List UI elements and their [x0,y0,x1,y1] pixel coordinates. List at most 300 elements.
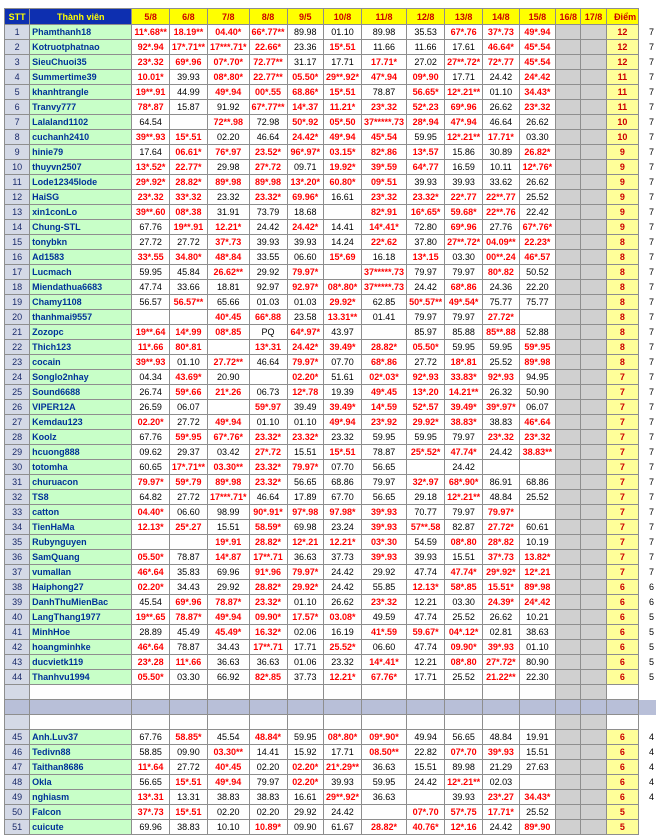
row-value-cell[interactable]: 26.59 [132,400,170,415]
row-value-cell[interactable] [556,625,581,640]
row-value-cell[interactable]: 32*.97 [407,475,445,490]
header-stt[interactable]: STT [5,9,30,25]
row-value-cell[interactable]: 59.95 [362,430,407,445]
empty-cell[interactable] [639,700,657,715]
row-value-cell[interactable]: 22.42 [519,205,555,220]
row-value-cell[interactable]: 01.10 [287,595,323,610]
row-value-cell[interactable] [519,505,555,520]
row-score[interactable]: 6 [606,775,639,790]
row-value-cell[interactable]: 02*.03* [362,370,407,385]
row-value-cell[interactable]: 39**.93 [132,355,170,370]
row-value-cell[interactable] [581,535,606,550]
row-value-cell[interactable]: 67.76 [132,220,170,235]
empty-cell[interactable] [581,715,606,730]
row-value-cell[interactable]: 27.63 [519,760,555,775]
row-value-cell[interactable]: 01.03 [249,295,287,310]
row-value-cell[interactable]: 23*.32 [362,595,407,610]
row-value-cell[interactable] [556,55,581,70]
row-value-cell[interactable]: 45.54 [207,730,249,745]
row-value-cell[interactable]: 23.32* [249,460,287,475]
row-value-cell[interactable]: 56.65 [362,460,407,475]
row-value-cell[interactable]: 01.10 [519,640,555,655]
row-value-cell[interactable]: 27**.72* [445,235,483,250]
row-value-cell[interactable]: 01.10 [287,415,323,430]
row-value-cell[interactable]: 01.10 [324,25,362,40]
row-value-cell[interactable] [407,790,445,805]
row-value-cell[interactable]: 66*.88 [249,310,287,325]
row-value-cell[interactable]: 29.92 [362,565,407,580]
row-value-cell[interactable]: 34.43 [169,580,207,595]
row-member-name[interactable]: TS8 [30,490,132,505]
row-value-cell[interactable]: 29*.92* [132,175,170,190]
header-date-2[interactable]: 7/8 [207,9,249,25]
row-value-cell[interactable]: 11.21* [324,100,362,115]
row-value-cell[interactable]: 75.77 [483,295,519,310]
row-value-cell[interactable] [581,415,606,430]
row-member-name[interactable]: Sound6688 [30,385,132,400]
row-value-cell[interactable]: 22.20 [519,280,555,295]
row-value-cell[interactable]: 68*.86 [445,280,483,295]
row-value-cell[interactable]: 37.73 [324,550,362,565]
row-stt[interactable]: 16 [5,250,30,265]
row-value-cell[interactable]: 06.07 [519,400,555,415]
row-value-cell[interactable]: 47*.94 [362,70,407,85]
row-member-name[interactable]: Tedivn88 [30,745,132,760]
row-value-cell[interactable]: 78.87 [362,445,407,460]
row-value-cell[interactable]: 17.71* [483,805,519,820]
row-member-name[interactable]: SamQuang [30,550,132,565]
row-value-cell[interactable]: 24.42 [483,70,519,85]
row-value-cell[interactable]: 39.93 [445,790,483,805]
row-value-cell[interactable]: 89*.98 [249,175,287,190]
row-value-cell[interactable]: 13*.31 [132,790,170,805]
row-score[interactable]: 5 [606,805,639,820]
row-value-cell[interactable]: 92*.93 [483,370,519,385]
row-value-cell[interactable] [581,160,606,175]
row-value-cell[interactable]: 97*.98 [287,505,323,520]
empty-cell[interactable] [249,685,287,700]
row-value-cell[interactable]: 24.42 [483,445,519,460]
row-value-cell[interactable]: 26.62 [483,610,519,625]
row-value-cell[interactable]: 01.10 [249,415,287,430]
row-score[interactable]: 12 [606,55,639,70]
row-value-cell[interactable]: 23.32 [207,190,249,205]
row-value-cell[interactable]: 17.57* [287,610,323,625]
row-value-cell[interactable]: 07*.70 [407,805,445,820]
row-value-cell[interactable]: 08*.80 [445,655,483,670]
row-member-name[interactable]: Kemdau123 [30,415,132,430]
row-value-cell[interactable]: 66.92 [207,670,249,685]
row-value-cell[interactable] [581,175,606,190]
row-value-cell[interactable] [519,775,555,790]
row-value-cell[interactable]: 69.96 [207,565,249,580]
row-value-cell[interactable]: 76*.97 [207,145,249,160]
row-value-cell[interactable]: 23*.27 [483,790,519,805]
empty-cell[interactable] [362,715,407,730]
row-value-cell[interactable]: 92*.94 [132,40,170,55]
row-value-cell[interactable]: 27.72 [169,490,207,505]
row-value-cell[interactable]: 49.59 [362,610,407,625]
row-value-cell[interactable]: 85.88 [445,325,483,340]
row-value-cell[interactable]: PQ [249,325,287,340]
row-value-cell[interactable] [556,175,581,190]
row-value-cell[interactable]: 23*.28 [132,655,170,670]
row-score[interactable]: 8 [606,295,639,310]
row-value-cell[interactable] [407,460,445,475]
row-value-cell[interactable]: 79.97 [445,265,483,280]
row-score[interactable]: 9 [606,145,639,160]
row-value-cell[interactable]: 06.07 [169,400,207,415]
row-value-cell[interactable]: 49*.94 [207,610,249,625]
row-value-cell[interactable]: 17.71* [362,55,407,70]
row-stt[interactable]: 20 [5,310,30,325]
row-value-cell[interactable]: 12.13* [132,520,170,535]
row-value-cell[interactable]: 24.42* [287,130,323,145]
row-value-cell[interactable]: 79.97 [362,475,407,490]
row-value-cell[interactable] [581,580,606,595]
empty-cell[interactable] [519,685,555,700]
empty-cell[interactable] [581,700,606,715]
row-value-cell[interactable] [556,535,581,550]
row-value-cell[interactable] [556,205,581,220]
row-value-cell[interactable]: 29.92* [287,580,323,595]
row-stt[interactable]: 28 [5,430,30,445]
row-value-cell[interactable]: 38.83 [249,790,287,805]
row-member-name[interactable]: SieuChuoi35 [30,55,132,70]
row-value-cell[interactable]: 27.72* [483,310,519,325]
row-value-cell[interactable]: 36.63 [249,655,287,670]
row-value-cell[interactable]: 24.42 [407,280,445,295]
row-value-cell[interactable]: 36.63 [207,655,249,670]
empty-cell[interactable] [519,700,555,715]
row-score[interactable]: 7 [606,445,639,460]
row-value-cell[interactable] [581,70,606,85]
row-score[interactable]: 8 [606,340,639,355]
row-value-cell[interactable]: 67.76 [132,730,170,745]
row-value-cell[interactable] [556,490,581,505]
row-value-cell[interactable]: 08*.80 [445,535,483,550]
row-value-cell[interactable]: 29.92 [287,805,323,820]
row-value-cell[interactable]: 02.20* [132,415,170,430]
row-value-cell[interactable]: 80*.82 [483,265,519,280]
row-value-cell[interactable]: 29.92 [207,580,249,595]
row-score[interactable]: 6 [606,655,639,670]
row-value-cell[interactable]: 67*.76* [519,220,555,235]
row-value-cell[interactable]: 57*.75 [445,805,483,820]
row-value-cell[interactable] [362,325,407,340]
row-value-cell[interactable]: 05.50* [132,670,170,685]
row-value-cell[interactable]: 16*.65* [407,205,445,220]
row-member-name[interactable]: cuchanh2410 [30,130,132,145]
row-value-cell[interactable]: 12.21* [324,535,362,550]
row-value-cell[interactable]: 27.02 [407,55,445,70]
row-value-cell[interactable] [581,775,606,790]
row-value-cell[interactable]: 00*.55 [249,85,287,100]
row-value-cell[interactable]: 25.52 [445,670,483,685]
row-value-cell[interactable]: 15.51 [207,520,249,535]
row-value-cell[interactable]: 04.09** [483,235,519,250]
row-value-cell[interactable]: 15.51 [407,760,445,775]
row-value-cell[interactable]: 22.30 [519,670,555,685]
empty-cell[interactable] [324,715,362,730]
row-value-cell[interactable]: 46.64 [249,490,287,505]
empty-cell[interactable] [324,700,362,715]
row-stt[interactable]: 17 [5,265,30,280]
row-value-cell[interactable]: 85**.88 [483,325,519,340]
row-member-name[interactable]: Chung-STL [30,220,132,235]
row-value-cell[interactable]: 78.87 [362,85,407,100]
row-value-cell[interactable]: 19.39 [324,385,362,400]
row-value-cell[interactable]: 33.66 [169,280,207,295]
row-value-cell[interactable]: 14.21** [445,385,483,400]
row-value-cell[interactable] [556,775,581,790]
row-value-cell[interactable]: 02.03 [483,775,519,790]
row-value-cell[interactable]: 89*.98 [207,475,249,490]
row-score[interactable]: 8 [606,310,639,325]
row-stt[interactable]: 19 [5,295,30,310]
row-value-cell[interactable]: 68.86 [324,475,362,490]
row-value-cell[interactable]: 05.50* [287,70,323,85]
row-value-cell[interactable] [581,505,606,520]
row-value-cell[interactable]: 27.72 [169,235,207,250]
row-value-cell[interactable]: 25.52 [519,190,555,205]
row-value-cell[interactable]: 39**.60 [132,205,170,220]
row-score[interactable]: 9 [606,160,639,175]
row-member-name[interactable]: Kotruotphatnao [30,40,132,55]
row-stt[interactable]: 50 [5,805,30,820]
row-stt[interactable]: 42 [5,640,30,655]
row-value-cell[interactable]: 09.71 [287,160,323,175]
empty-cell[interactable] [169,685,207,700]
row-value-cell[interactable]: 04.34 [132,370,170,385]
row-value-cell[interactable]: 15.86 [445,145,483,160]
row-value-cell[interactable]: 22.23* [519,235,555,250]
row-value-cell[interactable]: 59.67* [407,625,445,640]
row-value-cell[interactable]: 39.93 [324,775,362,790]
row-value-cell[interactable] [556,565,581,580]
row-value-cell[interactable]: 23*.32 [362,100,407,115]
row-value-cell[interactable] [581,520,606,535]
row-value-cell[interactable]: 16.61 [287,790,323,805]
row-value-cell[interactable]: 65.66 [207,295,249,310]
row-value-cell[interactable]: 69*.96 [169,55,207,70]
row-value-cell[interactable]: 03.30 [445,250,483,265]
row-value-cell[interactable]: 10.19 [519,535,555,550]
row-value-cell[interactable]: 22.77* [169,160,207,175]
row-stt[interactable]: 9 [5,145,30,160]
row-value-cell[interactable] [581,325,606,340]
row-member-name[interactable]: thanhmai9557 [30,310,132,325]
row-value-cell[interactable]: 91*.96 [249,565,287,580]
row-value-cell[interactable]: 20.90 [207,370,249,385]
row-value-cell[interactable] [581,190,606,205]
row-value-cell[interactable]: 37*****.73 [362,280,407,295]
row-member-name[interactable]: Summertime39 [30,70,132,85]
row-value-cell[interactable]: 59.95 [445,340,483,355]
header-date-1[interactable]: 6/8 [169,9,207,25]
row-score[interactable]: 9 [606,190,639,205]
row-value-cell[interactable]: 33.55 [249,250,287,265]
row-member-name[interactable]: MinhHoe [30,625,132,640]
row-value-cell[interactable]: 01.06 [287,655,323,670]
row-value-cell[interactable]: 56.57** [169,295,207,310]
row-value-cell[interactable]: 26.62** [207,265,249,280]
row-value-cell[interactable]: 01.10 [169,355,207,370]
empty-cell[interactable] [483,715,519,730]
row-value-cell[interactable] [581,205,606,220]
row-value-cell[interactable]: 34.80* [169,250,207,265]
row-stt[interactable]: 36 [5,550,30,565]
row-value-cell[interactable]: 39.93 [445,175,483,190]
row-value-cell[interactable] [556,580,581,595]
row-value-cell[interactable]: 64.54 [132,115,170,130]
row-value-cell[interactable]: 80*.81 [169,340,207,355]
row-score[interactable]: 7 [606,505,639,520]
row-value-cell[interactable]: 15*.69 [324,250,362,265]
row-stt[interactable]: 32 [5,490,30,505]
empty-cell[interactable] [445,685,483,700]
row-value-cell[interactable]: 27*.72 [249,160,287,175]
row-score[interactable]: 7 [606,490,639,505]
row-value-cell[interactable]: 01.10 [483,85,519,100]
row-value-cell[interactable] [581,355,606,370]
row-score[interactable]: 10 [606,115,639,130]
row-stt[interactable]: 12 [5,190,30,205]
row-value-cell[interactable]: 12.13* [407,580,445,595]
row-value-cell[interactable]: 37.80 [407,235,445,250]
row-stt[interactable]: 6 [5,100,30,115]
row-value-cell[interactable] [556,670,581,685]
row-stt[interactable]: 46 [5,745,30,760]
row-value-cell[interactable]: 79.97 [445,310,483,325]
row-value-cell[interactable]: 12*.21 [287,535,323,550]
row-value-cell[interactable]: 24.42 [483,820,519,835]
row-value-cell[interactable]: 60.65 [132,460,170,475]
row-value-cell[interactable]: 04*.12* [445,625,483,640]
row-value-cell[interactable] [207,400,249,415]
row-member-name[interactable]: LangThang1977 [30,610,132,625]
row-value-cell[interactable]: 62.85 [362,295,407,310]
row-value-cell[interactable]: 59*.97 [249,400,287,415]
empty-cell[interactable] [483,685,519,700]
row-value-cell[interactable]: 30.89 [483,145,519,160]
row-member-name[interactable]: Koolz [30,430,132,445]
header-date-8[interactable]: 13/8 [445,9,483,25]
empty-cell[interactable] [169,715,207,730]
row-value-cell[interactable]: 59.95 [407,430,445,445]
row-value-cell[interactable] [581,430,606,445]
row-value-cell[interactable]: 29*.92* [483,565,519,580]
row-score[interactable]: 7 [606,430,639,445]
row-value-cell[interactable]: 79.97 [407,310,445,325]
row-value-cell[interactable]: 11*.66 [169,655,207,670]
row-member-name[interactable]: Falcon [30,805,132,820]
row-value-cell[interactable]: 23*.32 [483,430,519,445]
row-value-cell[interactable]: 47.74* [445,445,483,460]
row-value-cell[interactable]: 24.42 [407,775,445,790]
row-value-cell[interactable]: 19**.91 [169,220,207,235]
row-value-cell[interactable]: 28.89 [132,625,170,640]
row-value-cell[interactable]: 80.90 [519,655,555,670]
row-stt[interactable]: 38 [5,580,30,595]
row-value-cell[interactable]: 64*.77 [407,160,445,175]
row-value-cell[interactable]: 07.70 [324,460,362,475]
row-value-cell[interactable]: 15.51 [287,445,323,460]
row-value-cell[interactable]: 12*.21** [445,85,483,100]
row-value-cell[interactable] [581,85,606,100]
header-date-6[interactable]: 11/8 [362,9,407,25]
row-stt[interactable]: 37 [5,565,30,580]
row-value-cell[interactable]: 23*.32 [519,100,555,115]
row-value-cell[interactable]: 19**.65 [132,610,170,625]
row-value-cell[interactable]: 10.89* [249,820,287,835]
row-value-cell[interactable] [556,40,581,55]
row-value-cell[interactable]: 12*.21** [445,775,483,790]
row-value-cell[interactable]: 92.97 [249,280,287,295]
row-value-cell[interactable]: 22.77** [249,70,287,85]
row-value-cell[interactable] [169,115,207,130]
row-value-cell[interactable]: 45*.54 [362,130,407,145]
row-stt[interactable]: 49 [5,790,30,805]
row-value-cell[interactable]: 90*.91* [249,505,287,520]
row-value-cell[interactable]: 59*.66 [169,385,207,400]
row-value-cell[interactable]: 56.65 [132,775,170,790]
row-value-cell[interactable]: 17***.71* [207,40,249,55]
row-value-cell[interactable] [581,550,606,565]
row-value-cell[interactable]: 72**.98 [207,115,249,130]
row-value-cell[interactable]: 22.66* [249,40,287,55]
row-value-cell[interactable]: 23*.32 [132,190,170,205]
row-value-cell[interactable]: 06.60 [362,640,407,655]
row-value-cell[interactable]: 06.61* [169,145,207,160]
row-value-cell[interactable]: 13*.31 [249,340,287,355]
header-member[interactable]: Thành viên [30,9,132,25]
empty-cell[interactable] [556,715,581,730]
row-value-cell[interactable] [556,475,581,490]
empty-cell[interactable] [483,700,519,715]
row-value-cell[interactable]: 75.77 [519,295,555,310]
row-member-name[interactable]: Taithan8686 [30,760,132,775]
row-value-cell[interactable]: 69.98 [287,520,323,535]
row-value-cell[interactable]: 37*.73 [483,550,519,565]
row-value-cell[interactable]: 51.61 [324,370,362,385]
row-member-name[interactable]: thuyvn2507 [30,160,132,175]
row-value-cell[interactable]: 03.42 [207,445,249,460]
row-value-cell[interactable]: 68.86* [287,85,323,100]
row-value-cell[interactable]: 22*.62 [362,235,407,250]
row-value-cell[interactable]: 24*.42 [519,595,555,610]
row-value-cell[interactable]: 39*.93 [362,520,407,535]
empty-cell[interactable] [606,715,639,730]
row-stt[interactable]: 31 [5,475,30,490]
row-value-cell[interactable]: 89*.98 [519,580,555,595]
header-date-11[interactable]: 16/8 [556,9,581,25]
row-value-cell[interactable] [581,40,606,55]
row-value-cell[interactable]: 17*.71** [169,40,207,55]
row-value-cell[interactable]: 23.52* [249,145,287,160]
row-value-cell[interactable] [556,70,581,85]
row-value-cell[interactable]: 27.72** [207,355,249,370]
row-value-cell[interactable]: 49*.94 [324,415,362,430]
row-value-cell[interactable]: 19*.91 [207,535,249,550]
row-value-cell[interactable] [556,820,581,835]
empty-cell[interactable] [287,700,323,715]
empty-cell[interactable] [132,685,170,700]
empty-cell[interactable] [639,685,657,700]
row-value-cell[interactable]: 67*.76 [445,25,483,40]
row-value-cell[interactable] [519,460,555,475]
row-value-cell[interactable]: 78.87* [169,610,207,625]
